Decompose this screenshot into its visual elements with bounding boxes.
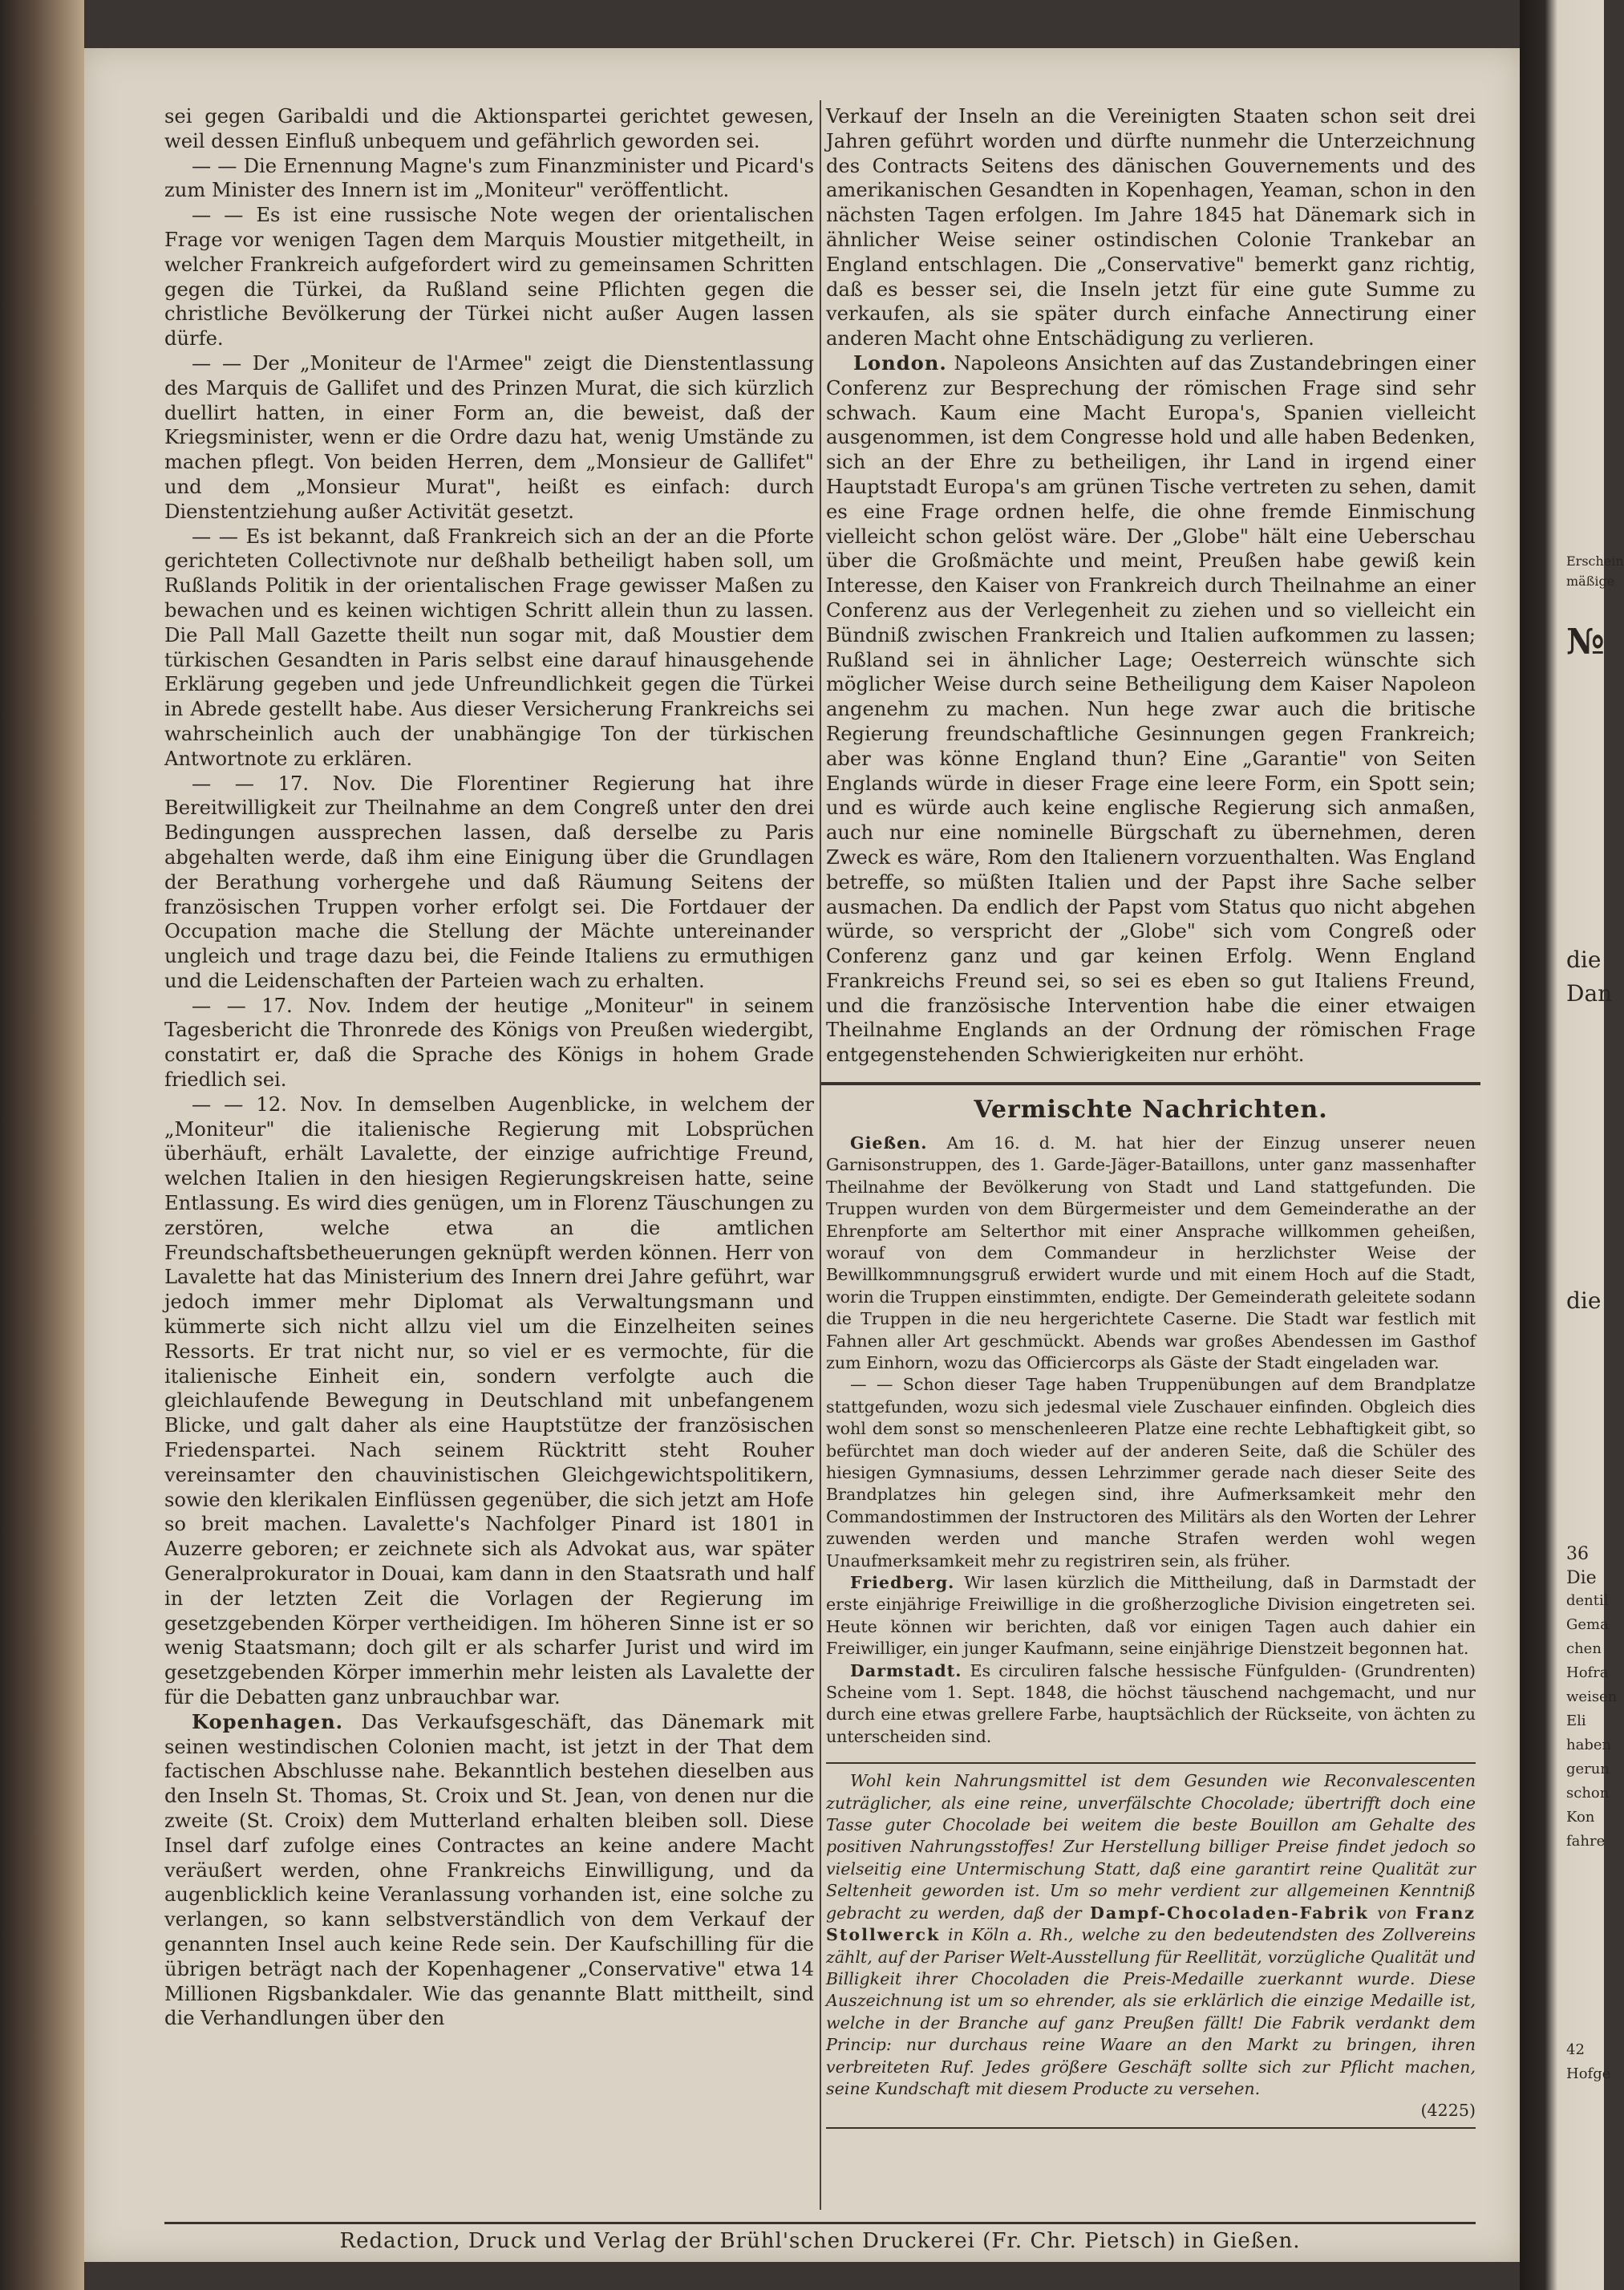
- adjacent-text: 42: [1566, 2041, 1585, 2058]
- article-paragraph: Verkauf der Inseln an die Vereinigten Staaten schon seit drei Jahren geführt worden und dürfte nunmehr die Unterzeichnung des Contracts Seitens des dänischen Gouvernements und des amerikanischen Gesandten in Kopenhagen, Yeaman, schon in den nächsten Tagen erfolgen. Im Jahre 1845 hat Dänemark sich in ähnlicher Weise seiner ostindischen Colonie Trankebar an England entschlagen. Die „Conservative" bemerkt ganz richtig, daß es besser sei, die Inseln jetzt für eine gute Summe zu verkaufen, als sie später durch einfache Annectirung einer anderen Macht ohne Entschädigung zu verlieren.: [826, 105, 1476, 351]
- adjacent-text: fahre: [1566, 1833, 1606, 1850]
- adjacent-text: die: [1566, 946, 1602, 973]
- adjacent-text: Dan: [1566, 980, 1613, 1007]
- article-paragraph: [826, 351, 1476, 1068]
- ad-text-part: von: [1377, 1903, 1407, 1923]
- imprint-footer: Redaction, Druck und Verlag der Brühl'schen Druckerei (Fr. Chr. Pietsch) in Gießen.: [164, 2222, 1476, 2253]
- adjacent-text: schon: [1566, 1785, 1610, 1802]
- article-paragraph: sei gegen Garibaldi und die Aktionspartei gerichtet gewesen, weil dessen Einfluß unbequem und gefährlich geworden sei.: [164, 105, 814, 152]
- adjacent-text: dentil: [1566, 1592, 1609, 1609]
- article-text: Napoleons Ansichten auf das Zustandebringen einer Conferenz zur Besprechung der römischen Frage sind sehr schwach. Kaum eine Macht Europa's, Spanien vielleicht ausgenommen, ist dem Congresse hold und alle haben Bedenken, sich an der Ehre zu betheiligen, ihr Land in irgend einer Hauptstadt Europa's am grünen Tische vertreten zu sehen, damit es eine Frage ordnen helfe, die ohne fremde Einmischung vielleicht schon gelöst wäre. Der „Globe" hält eine Ueberschau über die Großmächte und meint, Preußen habe gewiß kein Interesse, den Kaiser von Frankreich durch Theilnahme an einer Conferenz aus der Verlegenheit zu ziehen und so vielleicht ein Bündniß zwischen Frankreich und Italien aufkommen zu lassen; Rußland sei in ähnlicher Lage; Oesterreich wünschte sich möglicher Weise durch seine Betheiligung dem Kaiser Napoleon angenehm zu machen. Nun hege zwar auch die britische Regierung freundschaftliche Gesinnungen gegen Frankreich; aber was könne England thun? Eine „Garantie" von Seiten Englands würde in dieser Frage eine leere Form, ein Spott sein; und es würde auch keine englische Regierung sich anmaßen, auch nur eine nominelle Bürgschaft zu übernehmen, deren Zweck es wäre, Rom den Italienern vorzuenthalten. Was England betreffe, so müßten Italien und der Papst ihre Sache selber ausmachen. Da endlich der Papst vom Status quo nicht abgehen würde, so verspricht der „Globe" sich vom Congreß oder Conferenz ganz und gar keinen Erfolg. Wenn England Frankreichs Freund sei, so sei es eben so gut Italiens Freund, und die französische Intervention habe die einer etwaigen Theilnahme Englands an der Ordnung der römischen Frage entgegenstehenden Schwierigkeiten nur erhöht.: [826, 351, 1476, 1067]
- column-divider: [820, 100, 821, 2210]
- adjacent-text: №: [1566, 622, 1605, 663]
- dateline: Friedberg.: [850, 1573, 955, 1592]
- adjacent-text: Erschein: [1566, 553, 1624, 569]
- ad-text: [826, 1770, 1476, 2100]
- adjacent-text: chen: [1566, 1640, 1602, 1657]
- dateline: Kopenhagen.: [192, 1709, 344, 1733]
- news-text: Am 16. d. M. hat hier der Einzug unserer neuen Garnisonstruppen, des 1. Garde-Jäger-Bataillons, unter ganz massenhafter Theilnahme der Bevölkerung von Stadt und Land stattgefunden. Die Truppen wurden von dem Bürgermeister und dem Gemeinderathe an der Ehrenpforte am Selterthor mit einer Ansprache willkommen geheißen, worauf von dem Commandeur in herzlichster Weise der Bewillkommnungsgruß erwidert wurde und mit einem Hoch auf die Stadt, worin die Truppen einstimmten, endigte. Der Gemeinderath geleitete sodann die Truppen in die neu hergerichtete Caserne. Die Stadt war festlich mit Fahnen aller Art geschmückt. Abends war großes Abendessen im Gasthof zum Einhorn, wozu das Officiercorps als Gäste der Stadt eingeladen war.: [826, 1133, 1476, 1372]
- article-paragraph: [164, 1710, 814, 2031]
- book-binding: [0, 0, 84, 2290]
- news-item: — — Schon dieser Tage haben Truppenübungen auf dem Brandplatze stattgefunden, wozu sich jedesmal viele Zuschauer einfinden. Obgleich dies wohl dem sonst so menschenleeren Platze eine rechte Lebhaftigkeit gibt, so befürchtet man doch wieder auf der anderen Seite, daß die Schüler des hiesigen Gymnasiums, dessen Lehrzimmer gerade nach dieser Seite des Brandplatzes hin gelegen sind, ihre Aufmerksamkeit mehr den Commandostimmen der Instructoren des Militärs als den Worten der Lehrer zuwenden werden und manche Strafen werden wohl wegen Unaufmerksamkeit mehr zu registriren sein, als früher.: [826, 1375, 1476, 1571]
- adjacent-text: die: [1566, 1287, 1602, 1314]
- advertisement: [826, 1762, 1476, 2129]
- ad-firm-name: Dampf-Chocoladen-Fabrik: [1090, 1903, 1369, 1923]
- adjacent-text: mäßige: [1566, 574, 1615, 589]
- article-paragraph: — — 12. Nov. In demselben Augenblicke, in welchem der „Moniteur" die italienische Regierung mit Lobsprüchen überhäuft, erhält Lavalette, der einzige aufrichtige Freund, welchen Italien in den hiesigen Regierungskreisen hatte, seine Entlassung. Es wird dies genügen, um in Florenz Täuschungen zu zerstören, welche etwa an die amtlichen Freundschaftsbetheuerungen geknüpft werden können. Herr von Lavalette hat das Ministerium des Innern drei Jahre geführt, war jedoch immer mehr Diplomat als Verwaltungsmann und kümmerte sich nicht allzu viel um die Einzelheiten seines Ressorts. Er trat nicht nur, so viel er es vermochte, für die italienische Einheit ein, sondern verfolgte auch die gleichlaufende Bewegung in Deutschland mit unbefangenem Blicke, und galt daher als eine Hauptstütze der französischen Friedenspartei. Nach seinem Rücktritt steht Rouher vereinsamter den chauvinistischen Gleichgewichtspolitikern, sowie den klerikalen Einflüssen gegenüber, die sich jetzt am Hofe so breit machen. Lavalette's Nachfolger Pinard ist 1801 in Auzerre geboren; er zeichnete sich als Advokat aus, war später Generalprokurator in Douai, kam dann in den Staatsrath und half in der letzten Zeit die Vorlagen der Regierung im gesetzgebenden Körper vertheidigen. Im höheren Sinne ist er so wenig Staatsmann; doch gilt er als scharfer Jurist und wird im gesetzgebenden Körper immerhin mehr leisten als Lavalette der für die Debatten ganz unbrauchbar war.: [164, 1092, 814, 1708]
- adjacent-text: 36: [1566, 1544, 1589, 1564]
- article-paragraph: — — Es ist bekannt, daß Frankreich sich an der an die Pforte gerichteten Collectivnote nur deßhalb betheiligt haben soll, um Rußlands Politik in der orientalischen Frage gewisser Maßen zu bewachen und es keinen wichtigen Schritt allein thun zu lassen. Die Pall Mall Gazette theilt nun sogar mit, daß Moustier dem türkischen Gesandten in Paris selbst eine darauf hinausgehende Erklärung gegeben und jede Unfreundlichkeit gegen die Türkei in Abrede gestellt habe. Aus dieser Versicherung Frankreichs sei wahrscheinlich auch der unabhängige Ton der türkischen Antwortnote zu erklären.: [164, 525, 814, 770]
- ad-text-part: in Köln a. Rh., welche zu den bedeutendsten des Zollvereins zählt, auf der Pariser Welt-Ausstellung für Reellität, vorzügliche Qualität und Billigkeit ihrer Chocoladen die Preis-Medaille zuerkannt wurde. Diese Auszeichnung ist um so ehrender, als sie erklärlich die einzige Medaille ist, welche in der Branche auf ganz Preußen fällt! Die Fabrik verdankt dem Princip: nur durchaus reine Waare an den Markt zu bringen, ihren verbreiteten Ruf. Jedes größere Geschäft sollte sich zur Pflicht machen, seine Kundschaft mit diesem Producte zu versehen.: [826, 1925, 1476, 2098]
- news-section: [826, 1133, 1476, 2129]
- adjacent-text: Kon: [1566, 1809, 1595, 1826]
- article-paragraph: — — Der „Moniteur de l'Armee" zeigt die Dienstentlassung des Marquis de Gallifet und des Prinzen Murat, die sich kürzlich duellirt hatten, in einer Form an, die beweist, daß der Kriegsminister, wenn er die Ordre dazu hat, wenig Umstände zu machen pflegt. Von beiden Herren, dem „Monsieur de Gallifet" und dem „Monsieur Murat", heißt es einfach: durch Dienstentziehung außer Activität gesetzt.: [164, 351, 814, 523]
- adjacent-text: gerun: [1566, 1761, 1610, 1777]
- news-item: [826, 1660, 1476, 1749]
- section-title: Vermischte Nachrichten.: [974, 1096, 1328, 1125]
- news-text: Wir lasen kürzlich die Mittheilung, daß in Darmstadt der erste einjährige Freiwillige in die großherzogliche Division eingetreten sei. Heute können wir berichten, daß vor einigen Tagen auch dahier ein Freiwilliger, ein junger Kaufmann, seine einjährige Dienstzeit begonnen hat.: [826, 1573, 1476, 1659]
- section-rule: [821, 1082, 1480, 1085]
- article-paragraph: — — Es ist eine russische Note wegen der orientalischen Frage vor wenigen Tagen dem Marquis Moustier mitgetheilt, in welcher Frankreich aufgefordert wird zu gemeinsamen Schritten gegen die Türkei, da Rußland seine Pflichten gegen die christliche Bevölkerung der Türkei nicht außer Augen lassen dürfe.: [164, 204, 814, 351]
- right-column: [826, 104, 1476, 2129]
- article-paragraph: — — 17. Nov. Indem der heutige „Moniteur" in seinem Tagesbericht die Thronrede des Königs von Preußen wiedergibt, constatirt er, daß die Sprache des Königs in hohem Grade friedlich sei.: [164, 994, 814, 1092]
- news-text: Es circuliren falsche hessische Fünfgulden- (Grundrenten) Scheine vom 1. Sept. 1848, die höchst täuschend nachgemacht, und nur durch eine etwas grellere Farbe, hauptsächlich der Rückseite, von ächten zu unterscheiden sind.: [826, 1660, 1476, 1746]
- article-text: Das Verkaufsgeschäft, das Dänemark mit seinen westindischen Colonien macht, ist jetzt in der That dem factischen Abschlusse nahe. Bekanntlich bestehen dieselben aus den Inseln St. Thomas, St. Croix und St. Jean, von denen nur die zweite (St. Croix) dem Mutterland erhalten bleiben soll. Diese Insel darf zufolge eines Contractes an keine andere Macht veräußert werden, ohne Frankreichs Einwilligung, und da augenblicklich keine Veranlassung vorhanden ist, eine solche zu verlangen, so kann selbstverständlich von dem Verkauf der genannten Insel auch keine Rede sein. Der Kaufschilling für die übrigen beträgt nach der Kopenhagener „Conservative" etwa 14 Millionen Rigsbankdaler. Wie das genannte Blatt mittheilt, sind die Verhandlungen über den: [164, 1710, 814, 2030]
- ad-text-part: Wohl kein Nahrungsmittel ist dem Gesunden wie Reconvalescenten zuträglicher, als eine reine, unverfälschte Chocolade; übertrifft doch eine Tasse guter Chocolade bei weitem die beste Bouillon am Gehalte des positiven Nahrungsstoffes! Zur Herstellung billiger Preise findet jedoch so vielseitig eine Untermischung Statt, daß eine garantirt reine Qualität zur Seltenheit geworden ist. Um so mehr verdient zur allgemeinen Kenntniß gebracht zu werden, daß der: [826, 1771, 1476, 1923]
- ad-owner-name: Franz Stollwerck: [826, 1903, 1476, 1945]
- dateline: Darmstadt.: [850, 1660, 962, 1680]
- dateline: Gießen.: [850, 1133, 928, 1153]
- article-paragraph: — — 17. Nov. Die Florentiner Regierung hat ihre Bereitwilligkeit zur Theilnahme an dem Congreß unter den drei Bedingungen aussprechen lassen, daß derselbe zu Paris abgehalten werde, daß ihm eine Einigung über die Grundlagen der Berathung vorhergehe und daß Räumung Seitens der französischen Truppen vorher erfolgt sei. Die Fortdauer der Occupation mache die Stellung der Mächte untereinander ungleich und trage dazu bei, die Feinde Italiens zu ermuthigen und die Leidenschaften der Parteien wach zu erhalten.: [164, 772, 814, 992]
- adjacent-text: Hofge: [1566, 2065, 1611, 2082]
- left-column: [164, 104, 814, 2031]
- article-paragraph: — — Die Ernennung Magne's zum Finanzminister und Picard's zum Minister des Innern ist im „Moniteur" veröffentlicht.: [164, 154, 814, 202]
- adjacent-text: weisen: [1566, 1688, 1618, 1705]
- news-item: [826, 1133, 1476, 1374]
- news-item: [826, 1572, 1476, 1660]
- adjacent-text: Gema: [1566, 1616, 1609, 1633]
- adjacent-text: Die: [1566, 1568, 1597, 1588]
- dateline: London.: [853, 351, 947, 375]
- adjacent-text: Eli: [1566, 1712, 1586, 1729]
- adjacent-page-edge: [1520, 0, 1624, 2290]
- adjacent-text: haben: [1566, 1737, 1612, 1753]
- adjacent-text: Hofra: [1566, 1664, 1609, 1681]
- ad-number: (4225): [1420, 2101, 1476, 2121]
